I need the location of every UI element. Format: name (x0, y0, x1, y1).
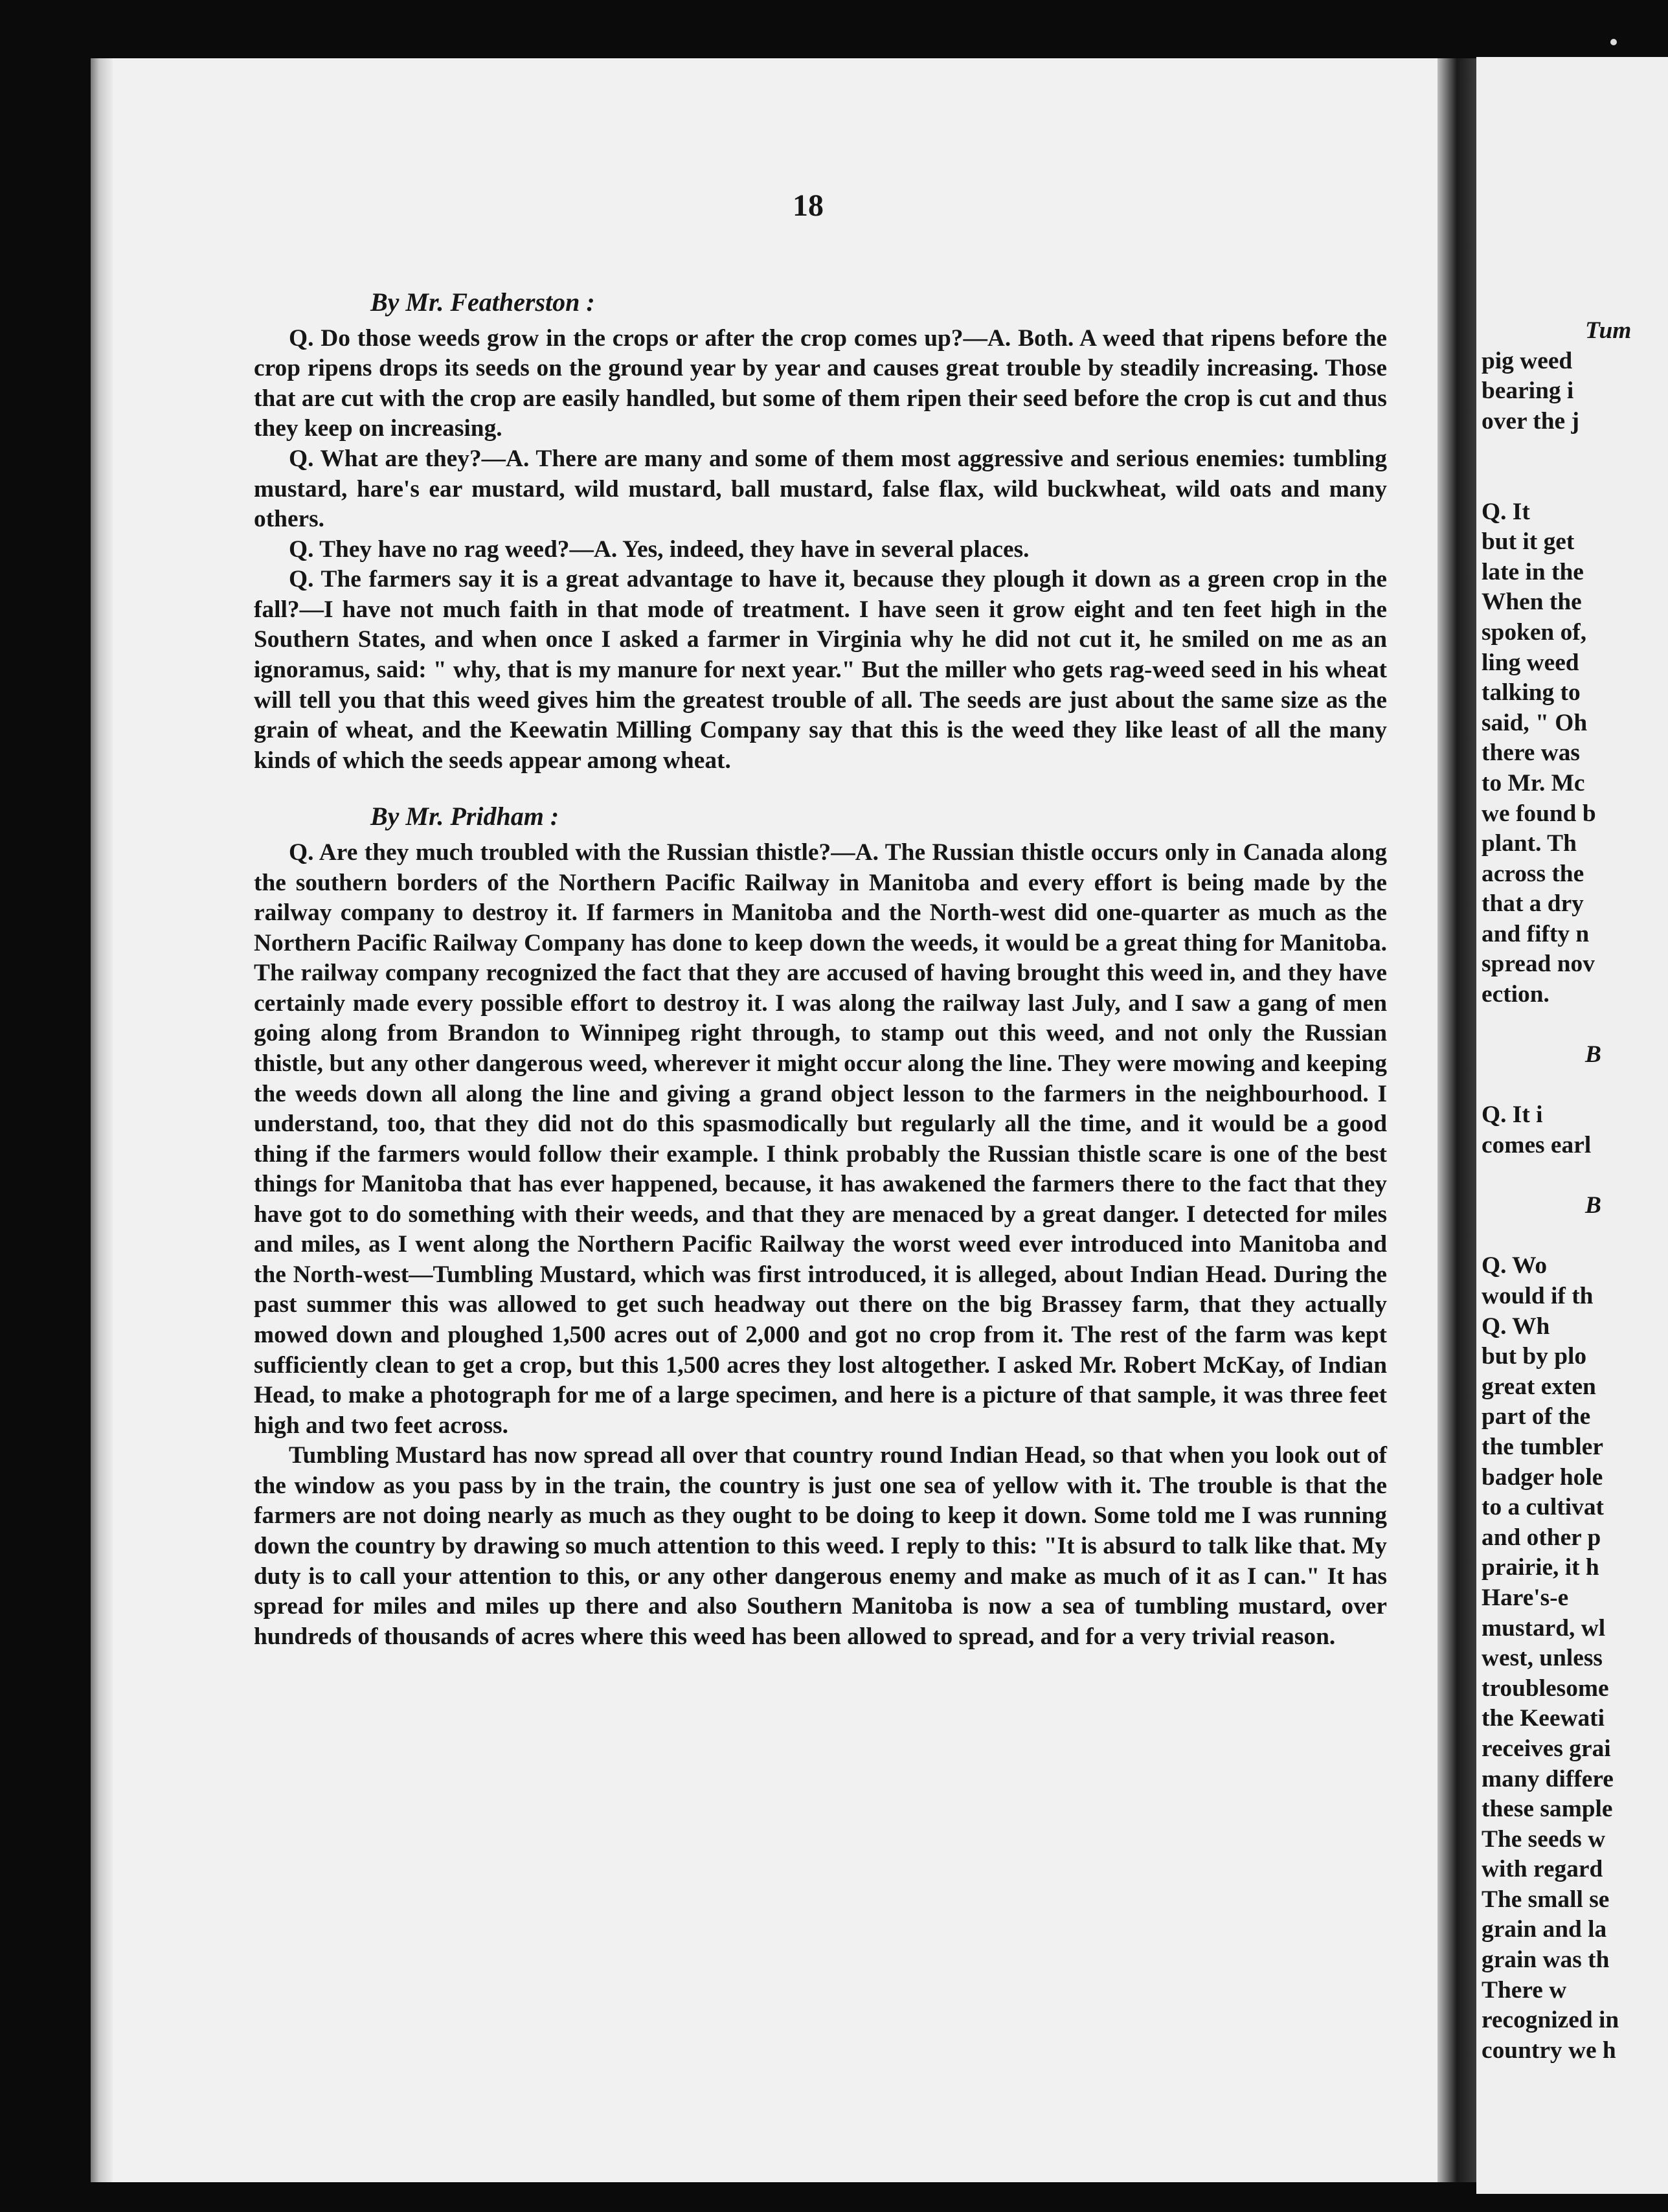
adjacent-page-line: spread nov (1482, 951, 1595, 978)
adjacent-page-line: grain and la (1482, 1916, 1607, 1943)
adjacent-page-line: When the (1482, 589, 1582, 616)
adjacent-page-line: comes earl (1482, 1132, 1592, 1159)
adjacent-page-line: these sample (1482, 1796, 1613, 1823)
adjacent-page-line: bearing i (1482, 378, 1574, 405)
adjacent-page-line: mustard, wl (1482, 1614, 1606, 1642)
adjacent-page-line: Tum (1585, 317, 1632, 344)
adjacent-page (1476, 57, 1668, 2194)
adjacent-page-line: and fifty n (1482, 920, 1590, 947)
adjacent-page-line: and other p (1482, 1524, 1601, 1551)
adjacent-page-line (1482, 1221, 1668, 1252)
adjacent-page-line: many differe (1482, 1765, 1614, 1792)
adjacent-page-line: prairie, it h (1482, 1554, 1599, 1581)
section-heading: By Mr. Pridham : (370, 802, 559, 831)
adjacent-page-line: with regard (1482, 1856, 1603, 1883)
adjacent-page-line: B (1585, 1041, 1601, 1068)
adjacent-page-line: would if th (1482, 1283, 1594, 1309)
adjacent-page-line: to a cultivat (1482, 1494, 1604, 1521)
adjacent-page-line: the tumbler (1482, 1433, 1603, 1460)
adjacent-page-text (1482, 316, 1668, 2066)
adjacent-page-line (1482, 1161, 1668, 1191)
adjacent-page-line: receives grai (1482, 1735, 1611, 1762)
adjacent-page-line: plant. Th (1482, 830, 1577, 857)
adjacent-page-line: B (1585, 1192, 1601, 1219)
page-gutter (1437, 58, 1476, 2182)
adjacent-page-line: spoken of, (1482, 618, 1587, 646)
adjacent-page-line: there was (1482, 739, 1580, 767)
paragraph: Tumbling Mustard has now spread all over that country round Indian Head, so that when you look out of the window as you pass by in the train, the country is just one sea of yellow with it. The trouble is that the farmers are not doing nearly as much as they ought to be doing to keep it down. Some told me I was running down the country by drawing so much attention to this weed. I reply to this: "It is absurd to talk like that. My duty is to call your attention to this, or any other dangerous enemy and make as much of it as I can." It has spread for miles and miles up there and also Southern Manitoba is now a sea of tumbling mustard, over hundreds of thousands of acres where this weed has been allowed to spread, and for a very trivial reason. (254, 1442, 1387, 1650)
adjacent-page-line: but it get (1482, 528, 1575, 556)
paragraph: Q. What are they?—A. There are many and some of them most aggressive and serious enemies: tumbling mustard, hare's ear mustard, wild mustard, ball mustard, false flax, wild buckwheat, wild oats and many others. (254, 446, 1387, 533)
adjacent-page-line: late in the (1482, 558, 1584, 585)
adjacent-page-line: The seeds w (1482, 1825, 1606, 1853)
adjacent-page-line: troublesome (1482, 1675, 1609, 1702)
adjacent-page-line: Hare's-e (1482, 1584, 1569, 1611)
adjacent-page-line: we found b (1482, 800, 1596, 827)
paragraph: Q. The farmers say it is a great advantage to have it, because they plough it down as a green crop in the fall?—I have not much faith in that mode of treatment. I have seen it grow eight and ten feet high in the Southern States, and when once I asked a farmer in Virginia why he did not cut it, he smiled on me as an ignoramus, said: " why, that is my manure for next year." But the miller who gets rag-weed seed in his wheat will tell you that this weed gives him the greatest trouble of all. The seeds are just about the same size as the grain of wheat, and the Keewatin Milling Company say that this is the weed they like least of all the many kinds of which the seeds appear among wheat. (254, 566, 1387, 774)
adjacent-page-line: that a dry (1482, 890, 1584, 918)
adjacent-page-line: west, unless (1482, 1645, 1603, 1672)
main-text-column (254, 278, 1387, 1652)
adjacent-page-line: pig weed (1482, 347, 1573, 374)
adjacent-page-line: Q. Wh (1482, 1313, 1550, 1340)
adjacent-page-line: Q. It i (1482, 1101, 1543, 1129)
section-heading: By Mr. Featherston : (370, 288, 595, 317)
adjacent-page-line: badger hole (1482, 1463, 1603, 1491)
adjacent-page-line: said, " Oh (1482, 709, 1588, 736)
adjacent-page-line: recognized in (1482, 2007, 1619, 2034)
paragraph: Q. They have no rag weed?—A. Yes, indeed, they have in several places. (289, 536, 1030, 563)
adjacent-page-line: talking to (1482, 679, 1581, 706)
adjacent-page-line: ling weed (1482, 649, 1579, 676)
adjacent-page-line: There w (1482, 1976, 1567, 2003)
adjacent-page-line: part of the (1482, 1403, 1591, 1430)
adjacent-page-line (1482, 467, 1668, 497)
adjacent-page-line: The small se (1482, 1886, 1610, 1913)
adjacent-page-line: Q. Wo (1482, 1252, 1548, 1280)
adjacent-page-line: ection. (1482, 981, 1550, 1008)
adjacent-page-line (1482, 1010, 1668, 1041)
adjacent-page-line: to Mr. Mc (1482, 769, 1585, 796)
adjacent-page-line (1482, 1070, 1668, 1101)
adjacent-page-line: over the j (1482, 407, 1579, 435)
adjacent-page-line (1482, 436, 1668, 467)
adjacent-page-line: the Keewati (1482, 1705, 1605, 1732)
paragraph: Q. Are they much troubled with the Russian thistle?—A. The Russian thistle occurs only in Canada along the southern borders of the Northern Pacific Railway in Manitoba and every effort is being made by the railway company to destroy it. If farmers in Manitoba and the North-west did one-quarter as much as the Northern Pacific Railway Company has done to keep down the weeds, it would be a great thing for Manitoba. The railway company recognized the fact that they are accused of having brought this weed in, and they have certainly made every possible effort to destroy it. I was along the railway last July, and I saw a gang of men going along from Brandon to Winnipeg right through, to stamp out this weed, and not only the Russian thistle, but any other dangerous weed, wherever it might occur along the line. They were mowing and keeping the weeds down all along the line and giving a grand object lesson to the farmers in the neighbourhood. I understand, too, that they did not do this spasmodically but regularly all the time, and it would be a good thing if the farmers would follow their example. I think probably the Russian thistle scare is one of the best things for Manitoba that has ever happened, because, it has awakened the farmers there to the fact that they have got to do something with their weeds, and that they are menaced by a great danger. I detected for miles and miles, as I went along the Northern Pacific Railway the worst weed ever introduced into Manitoba and the North-west—Tumbling Mustard, which was first introduced, it is alleged, about Indian Head. During the past summer this was allowed to get such headway out there on the big Brassey farm, that they actually mowed down and ploughed 1,500 acres out of 2,000 and got no crop from it. The rest of the farm was kept sufficiently clean to get a crop, but this 1,500 acres they lost altogether. I asked Mr. Robert McKay, of Indian Head, to make a photograph for me of a large specimen, and here is a picture of that sample, it was three feet high and two feet across. (254, 839, 1387, 1439)
adjacent-page-line: across the (1482, 860, 1584, 887)
dust-speck (1610, 39, 1617, 45)
page-number: 18 (793, 188, 824, 223)
adjacent-page-line: grain was th (1482, 1947, 1610, 1974)
adjacent-page-line: great exten (1482, 1373, 1596, 1400)
adjacent-page-line: country we h (1482, 2037, 1616, 2064)
adjacent-page-line: but by plo (1482, 1343, 1587, 1370)
paragraph: Q. Do those weeds grow in the crops or after the crop comes up?—A. Both. A weed that ripens before the crop ripens drops its seeds on the ground year by year and causes great trouble by steadily increasing. Those that are cut with the crop are easily handled, but some of them ripen their seed before the crop is cut and thus they keep on increasing. (254, 324, 1387, 442)
adjacent-page-line: Q. It (1482, 498, 1530, 525)
